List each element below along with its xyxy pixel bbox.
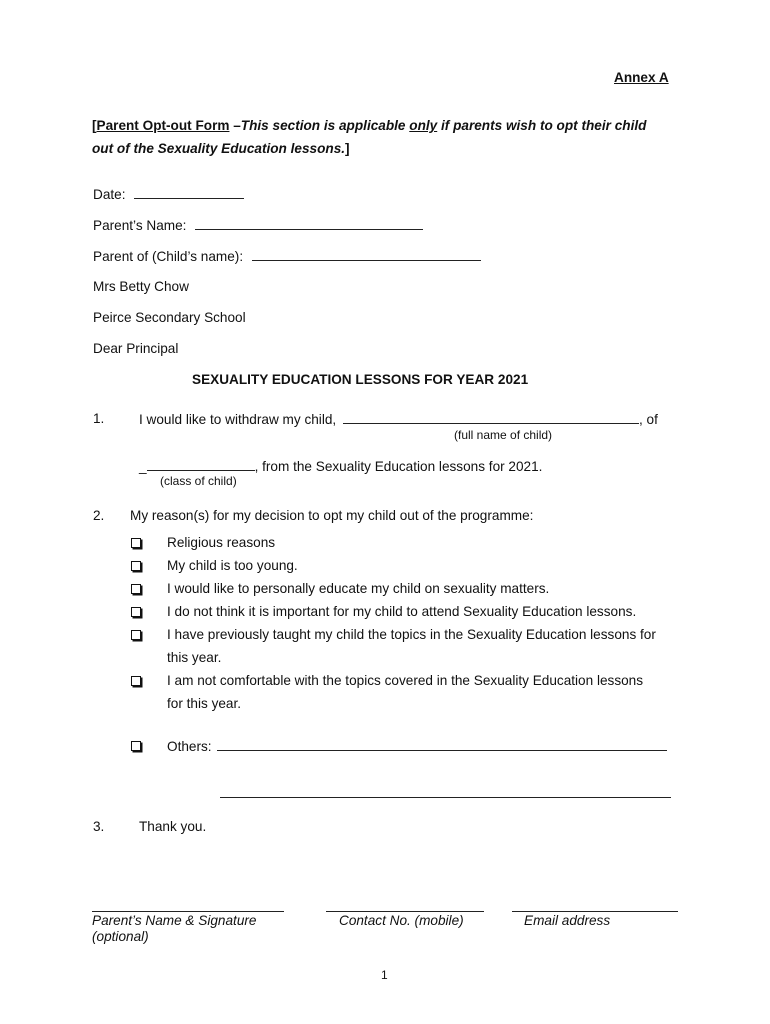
- salutation: Dear Principal: [93, 341, 179, 356]
- parent-of-label: Parent of (Child’s name):: [93, 249, 244, 264]
- intro-applicable-1: This section is applicable: [240, 118, 410, 133]
- item-1-row: [139, 411, 658, 427]
- intro-only: only: [409, 118, 438, 133]
- item-2-number: 2.: [93, 508, 105, 523]
- checkbox-previously-taught[interactable]: [131, 630, 141, 640]
- full-name-hint: (full name of child): [454, 428, 553, 442]
- reason-label: Religious reasons: [167, 535, 276, 550]
- others-field-line-2[interactable]: [220, 797, 671, 798]
- checkbox-not-important[interactable]: [131, 607, 141, 617]
- date-row: [93, 186, 244, 202]
- intro-applicable-2: if parents wish to opt their child: [437, 118, 647, 133]
- reason-label: I would like to personally educate my child on sexuality matters.: [167, 581, 550, 596]
- reason-label-continued: for this year.: [167, 696, 242, 711]
- parent-name-label: Parent’s Name:: [93, 218, 187, 233]
- page-number: 1: [381, 968, 388, 982]
- contact-number-line[interactable]: [326, 911, 484, 912]
- item-1-number: 1.: [93, 411, 105, 426]
- item-3-number: 3.: [93, 819, 105, 834]
- checkbox-others[interactable]: [131, 741, 141, 751]
- parent-name-field[interactable]: [195, 217, 423, 230]
- checkbox-religious-reasons[interactable]: [131, 538, 141, 548]
- intro-close-bracket: ]: [345, 141, 350, 156]
- date-label: Date:: [93, 187, 126, 202]
- others-row: [167, 738, 667, 754]
- contact-number-label: Contact No. (mobile): [339, 913, 464, 928]
- class-text: , from the Sexuality Education lessons for 2021.: [254, 459, 543, 474]
- reason-label: I am not comfortable with the topics covered in the Sexuality Education lessons: [167, 673, 644, 688]
- checkbox-too-young[interactable]: [131, 561, 141, 571]
- email-address-label: Email address: [524, 913, 611, 928]
- recipient-school: Peirce Secondary School: [93, 310, 246, 325]
- checkbox-not-comfortable[interactable]: [131, 676, 141, 686]
- reason-label: I have previously taught my child the topics in the Sexuality Education lessons for: [167, 627, 656, 642]
- parent-signature-label: Parent’s Name & Signature: [92, 913, 257, 928]
- page-heading: SEXUALITY EDUCATION LESSONS FOR YEAR 2021: [192, 372, 529, 387]
- item-1-text: I would like to withdraw my child,: [139, 412, 337, 427]
- child-name-field[interactable]: [252, 248, 481, 261]
- reason-label: I do not think it is important for my child to attend Sexuality Education lessons.: [167, 604, 637, 619]
- intro-line-2: [92, 141, 350, 156]
- parent-of-row: [93, 248, 481, 264]
- intro-open-bracket: [: [92, 118, 97, 133]
- child-class-field[interactable]: [147, 458, 255, 471]
- email-address-line[interactable]: [512, 911, 678, 912]
- class-row: [139, 458, 542, 474]
- parent-signature-line[interactable]: [92, 911, 284, 912]
- others-field[interactable]: [217, 738, 667, 751]
- others-label: Others:: [167, 739, 212, 754]
- recipient-name: Mrs Betty Chow: [93, 279, 189, 294]
- item-1-of: , of: [638, 412, 658, 427]
- intro-line-1: [92, 118, 646, 133]
- intro-dash: –: [229, 118, 241, 133]
- class-lead: _: [139, 459, 147, 474]
- reason-label: My child is too young.: [167, 558, 298, 573]
- class-hint: (class of child): [160, 474, 237, 488]
- annex-label: Annex A: [614, 70, 669, 85]
- intro-line-2-text: out of the Sexuality Education lessons.: [92, 141, 346, 156]
- parent-name-row: [93, 217, 423, 233]
- item-2-text: My reason(s) for my decision to opt my child out of the programme:: [130, 508, 534, 523]
- date-field[interactable]: [134, 186, 244, 199]
- form-name: Parent Opt-out Form: [96, 118, 230, 133]
- checkbox-educate-personally[interactable]: [131, 584, 141, 594]
- reason-label-continued: this year.: [167, 650, 222, 665]
- thank-you: Thank you.: [139, 819, 207, 834]
- child-full-name-field[interactable]: [343, 411, 639, 424]
- optional-label: (optional): [92, 929, 149, 944]
